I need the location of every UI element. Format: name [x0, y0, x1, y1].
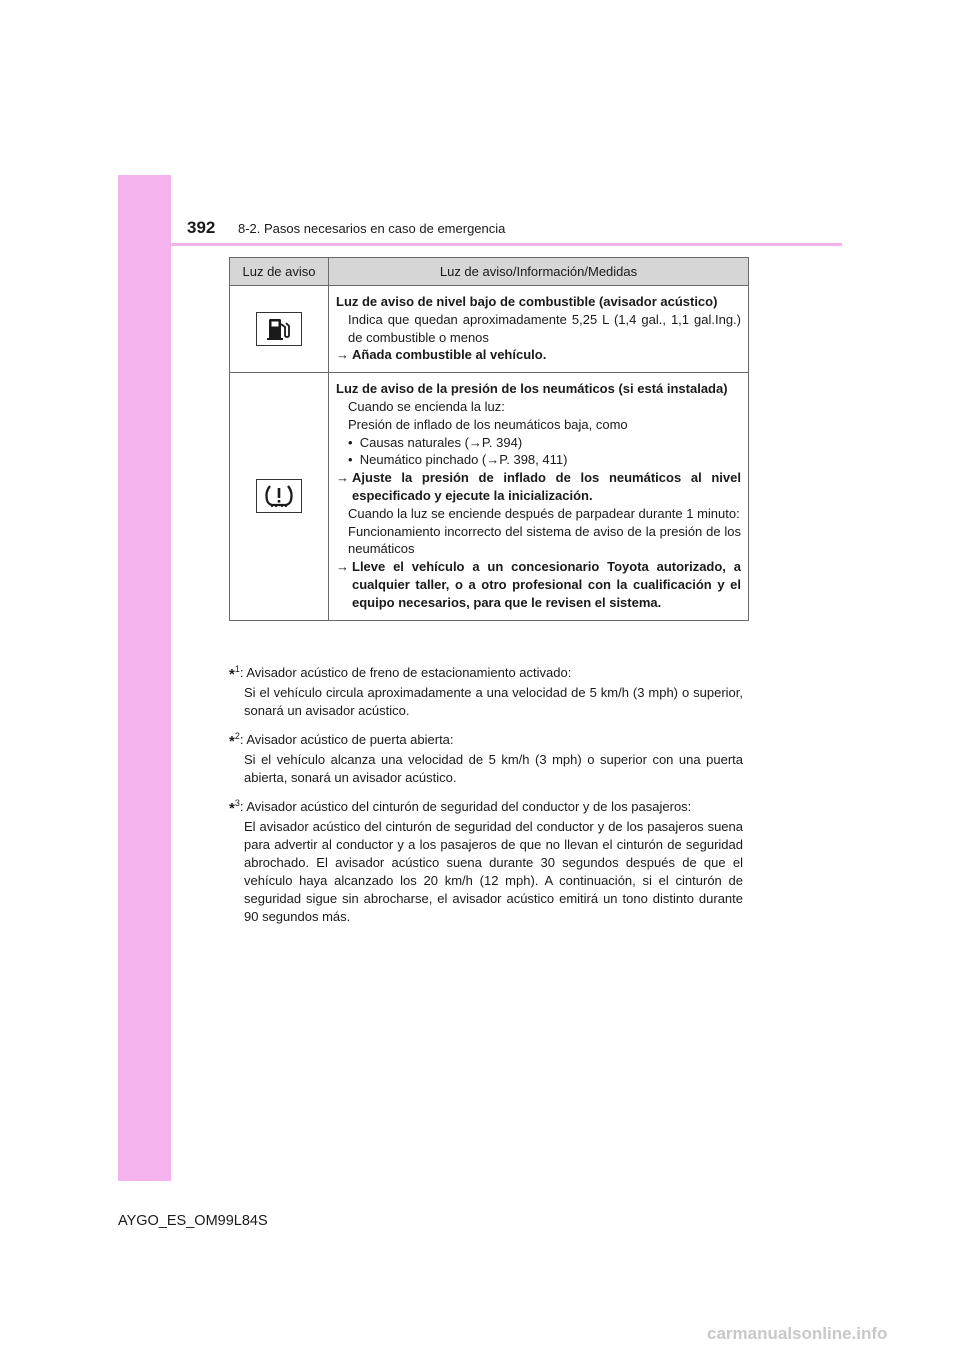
- footnote-body: Si el vehículo circula aproximadamente a una velocidad de 5 km/h (3 mph) o superior, sonará un avisador acústico.: [244, 685, 743, 718]
- row-title: Luz de aviso de la presión de los neumáticos (si está instalada): [336, 381, 728, 397]
- footnote-title: : Avisador acústico de freno de estacionamiento activado:: [239, 665, 572, 680]
- table-row: [230, 373, 749, 620]
- info-cell: [329, 286, 749, 373]
- table-row: [230, 286, 749, 373]
- document-code: AYGO_ES_OM99L84S: [118, 1213, 268, 1229]
- icon-cell: [230, 373, 329, 620]
- footnote-title-line: [229, 660, 743, 684]
- footnote-body: El avisador acústico del cinturón de seguridad del conductor y de los pasajeros suena para advertir al conductor y a los pasajeros de que no llevan el cinturón de seguridad abrochado. El avisador acústico suena durante 30 segundos después de que el vehículo haya alcanzado los 20 km/h (12 mph). A continuación, si el cinturón de seguridad sigue sin abrocharse, el avisador acústico emitirá un tono distinto durante 90 segundos más.: [244, 819, 743, 924]
- condition-2: Cuando la luz se enciende después de parpadear durante 1 minuto:: [348, 505, 740, 521]
- header-rule: [171, 243, 842, 246]
- icon-cell: [230, 286, 329, 373]
- info-cell: [329, 373, 749, 620]
- footnote-title-line: [229, 794, 743, 818]
- action-line: [336, 346, 741, 364]
- footnote-number: 3: [234, 798, 240, 808]
- footnote-mark: *: [229, 800, 235, 817]
- warning-light-table: [229, 257, 749, 621]
- action-line: [336, 469, 741, 505]
- footnote: [229, 727, 743, 787]
- footnote-mark: *: [229, 733, 235, 750]
- footnote-mark: *: [229, 666, 235, 683]
- arrow-icon: →: [336, 347, 349, 363]
- table-header-row: [230, 258, 749, 286]
- row-title: Luz de aviso de nivel bajo de combustible (avisador acústico): [336, 294, 718, 309]
- footnote: [229, 660, 743, 720]
- row-desc: Indica que quedan aproximadamente 5,25 L (1,4 gal., 1,1 gal.Ing.) de combustible o menos: [348, 311, 741, 345]
- col-header-info: Luz de aviso/Información/Medidas: [329, 258, 749, 286]
- bullet-mark: •: [348, 434, 353, 450]
- col-header-light: Luz de aviso: [230, 258, 329, 286]
- arrow-icon: →: [336, 470, 349, 486]
- action-text: Añada combustible al vehículo.: [352, 347, 547, 363]
- footnote-title-line: [229, 727, 743, 751]
- section-title: 8-2. Pasos necesarios en caso de emergencia: [238, 221, 506, 236]
- fuel-pump-icon: [256, 312, 302, 346]
- footnote-title: : Avisador acústico del cinturón de seguridad del conductor y de los pasajeros:: [239, 799, 692, 814]
- watermark: carmanualsonline.info: [707, 1324, 888, 1343]
- condition-2-desc: Funcionamiento incorrecto del sistema de aviso de la presión de los neumáticos: [348, 523, 741, 557]
- arrow-icon: →: [336, 559, 349, 575]
- list-item: [336, 434, 741, 452]
- side-tab: [118, 175, 171, 1181]
- footnote-body: Si el vehículo alcanza una velocidad de 5 km/h (3 mph) o superior con una puerta abierta, sonará un avisador acústico.: [244, 752, 743, 785]
- action-line: [336, 558, 741, 611]
- bullet-mark: •: [348, 452, 353, 468]
- footnote-title: : Avisador acústico de puerta abierta:: [239, 732, 454, 747]
- list-item: [336, 451, 741, 469]
- footnotes: [229, 660, 743, 933]
- tire-pressure-icon: [256, 479, 302, 513]
- footnote-number: 2: [234, 731, 240, 741]
- condition-1-desc: Presión de inflado de los neumáticos baja, como: [348, 416, 628, 432]
- list-item-text: Causas naturales (→P. 394): [359, 434, 523, 450]
- footnote: [229, 794, 743, 926]
- page-number: 392: [187, 218, 216, 237]
- action-text: Lleve el vehículo a un concesionario Toyota autorizado, a cualquier taller, o a otro profesional con la cualificación y el equipo necesarios, para que le revisen el sistema.: [352, 559, 741, 610]
- list-item-text: Neumático pinchado (→P. 398, 411): [359, 452, 568, 468]
- condition-1: Cuando se encienda la luz:: [348, 398, 505, 414]
- action-text: Ajuste la presión de inflado de los neumáticos al nivel especificado y ejecute la inicialización.: [352, 470, 741, 503]
- footnote-number: 1: [234, 664, 240, 674]
